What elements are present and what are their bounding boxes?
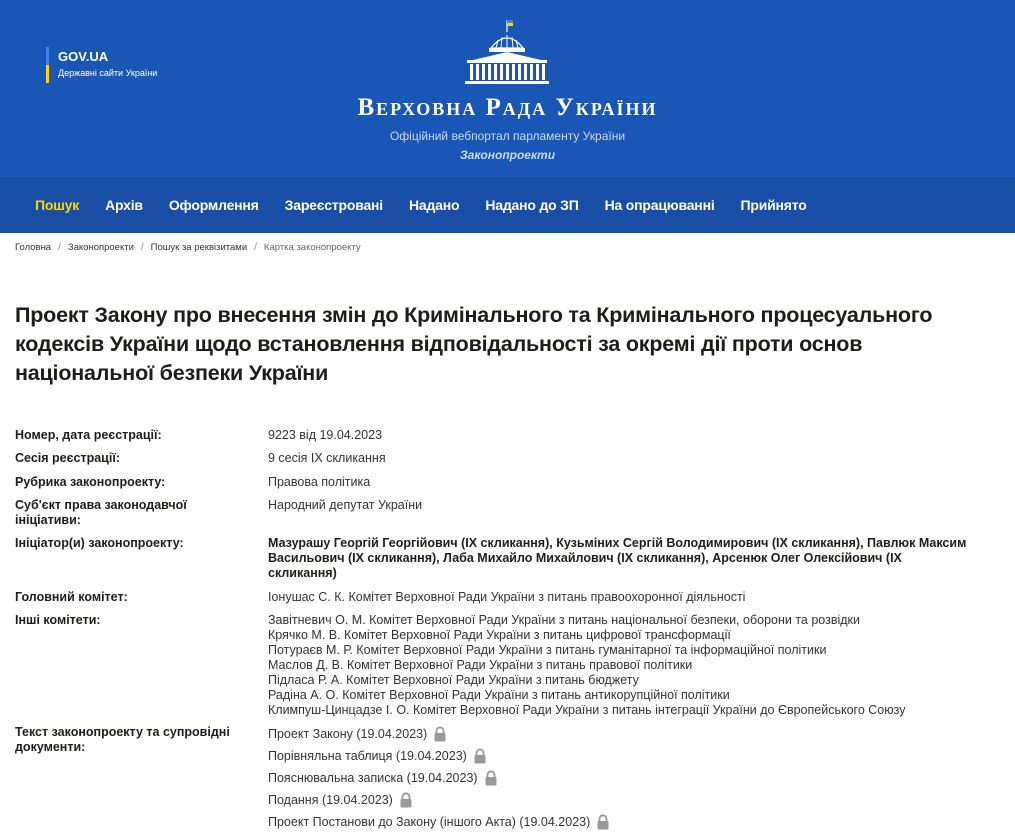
initiators-line[interactable]: Мазурашу Георгій Георгійович (IX скликання), Кузьміних Сергій Володимирович (IX скликання), Павлюк Максим bbox=[268, 536, 967, 550]
site-section: Законопроекти bbox=[459, 148, 556, 162]
document-link[interactable] bbox=[268, 767, 998, 789]
document-link[interactable] bbox=[268, 811, 998, 832]
breadcrumb-search[interactable]: Пошук за реквізитами bbox=[150, 242, 248, 253]
initiators-list bbox=[268, 536, 998, 581]
initiators-line[interactable]: скликання) bbox=[268, 566, 337, 580]
field-label: Інші комітети: bbox=[15, 613, 101, 627]
breadcrumb-home[interactable]: Головна bbox=[15, 242, 52, 253]
lock-icon bbox=[596, 814, 610, 830]
field-label: Номер, дата реєстрації: bbox=[15, 428, 162, 442]
breadcrumb-separator: / bbox=[58, 242, 61, 253]
lock-icon bbox=[399, 792, 413, 808]
field-label: Ініціатор(и) законопроекту: bbox=[15, 536, 184, 550]
document-title: Проект Закону (19.04.2023) bbox=[268, 726, 428, 741]
field-value: Іонушас С. К. Комітет Верховної Ради України з питань правоохоронної діяльності bbox=[268, 590, 746, 604]
other-committees-list bbox=[268, 613, 998, 718]
nav-item-archive[interactable]: Архів bbox=[105, 197, 143, 213]
field-value: Народний депутат України bbox=[268, 498, 423, 512]
breadcrumb-separator: / bbox=[140, 242, 144, 253]
document-title: Пояснювальна записка (19.04.2023) bbox=[268, 770, 478, 785]
field-label: Текст законопроекту та супровідні документи: bbox=[15, 725, 230, 754]
initiators-line[interactable]: Васильович (IX скликання), Лаба Михайло Михайлович (IX скликання), Арсенюк Олег Олексійович (IX bbox=[268, 551, 902, 565]
document-title: Проект Постанови до Закону (іншого Акта) (19.04.2023) bbox=[268, 814, 591, 829]
breadcrumb-current: Картка законопроекту bbox=[263, 242, 361, 253]
list-item: Радіна А. О. Комітет Верховної Ради України з питань антикорупційної політики bbox=[268, 688, 730, 702]
lock-icon bbox=[433, 726, 447, 742]
nav-item-under-review[interactable]: На опрацюванні bbox=[604, 197, 715, 213]
nav-item-provided[interactable]: Надано bbox=[408, 197, 460, 213]
parliament-building-icon[interactable] bbox=[461, 18, 553, 88]
nav-item-processing[interactable]: Оформлення bbox=[168, 197, 259, 213]
list-item: Підласа Р. А. Комітет Верховної Ради України з питань бюджету bbox=[268, 673, 639, 687]
field-label: Суб'єкт права законодавчої ініціативи: bbox=[15, 498, 187, 527]
page-title: Проект Закону про внесення змін до Кримінального та Кримінального процесуального кодексів України щодо встановлення відповідальності за окремі дії проти основ національної безпеки України bbox=[15, 303, 933, 385]
gov-ua-title: GOV.UA bbox=[58, 49, 109, 64]
lock-icon bbox=[473, 748, 487, 764]
list-item: Маслов Д. В. Комітет Верховної Ради України з питань правової політики bbox=[268, 658, 693, 672]
breadcrumb-separator: / bbox=[254, 242, 257, 253]
document-title: Порівняльна таблиця (19.04.2023) bbox=[268, 748, 467, 763]
field-value: 9 сесія IX скликання bbox=[268, 451, 386, 465]
document-title: Подання (19.04.2023) bbox=[268, 792, 393, 807]
field-value: Правова політика bbox=[268, 475, 371, 489]
nav-item-provided-zp[interactable]: Надано до ЗП bbox=[485, 197, 579, 213]
nav-item-search[interactable]: Пошук bbox=[35, 197, 80, 213]
document-link[interactable] bbox=[268, 789, 998, 811]
list-item: Климпуш-Цинцадзе І. О. Комітет Верховної Ради України з питань інтеграції України до Європейського Союзу bbox=[268, 703, 906, 717]
field-value: 9223 від 19.04.2023 bbox=[268, 428, 383, 442]
ukraine-flag-icon bbox=[46, 47, 49, 83]
list-item: Крячко М. В. Комітет Верховної Ради України з питань цифрової трансформації bbox=[268, 628, 731, 642]
list-item: Завітневич О. М. Комітет Верховної Ради України з питань національної безпеки, оборони та розвідки bbox=[268, 613, 860, 627]
field-label: Рубрика законопроекту: bbox=[15, 475, 166, 489]
field-label: Сесія реєстрації: bbox=[15, 451, 120, 465]
site-subtitle: Офіційний вебпортал парламенту України bbox=[389, 129, 626, 143]
document-link[interactable] bbox=[268, 745, 998, 767]
site-title[interactable]: Верховна Рада України bbox=[357, 94, 658, 121]
lock-icon bbox=[484, 770, 498, 786]
list-item: Потураєв М. Р. Комітет Верховної Ради України з питань гуманітарної та інформаційної політики bbox=[268, 643, 827, 657]
document-link[interactable] bbox=[268, 723, 998, 745]
nav-item-adopted[interactable]: Прийнято bbox=[740, 197, 807, 213]
documents-list bbox=[268, 723, 998, 832]
breadcrumb bbox=[15, 242, 361, 253]
site-header bbox=[0, 0, 1015, 177]
breadcrumb-bills[interactable]: Законопроекти bbox=[67, 242, 134, 253]
field-label: Головний комітет: bbox=[15, 590, 128, 604]
nav-item-registered[interactable]: Зареєстровані bbox=[284, 197, 383, 213]
gov-ua-subtitle: Державні сайти України bbox=[58, 68, 158, 78]
main-nav bbox=[0, 177, 1015, 233]
